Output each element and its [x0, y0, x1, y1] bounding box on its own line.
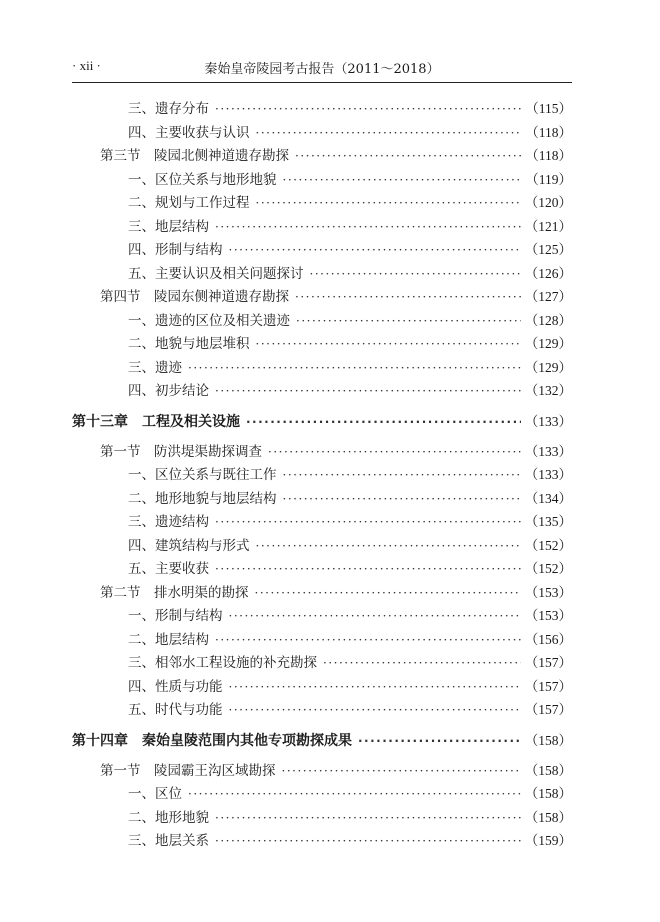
toc-item [128, 465, 572, 485]
toc-item [128, 489, 572, 509]
dot-leader [296, 311, 521, 331]
toc-entry-title: 五、主要认识及相关问题探讨 [128, 265, 304, 282]
dot-leader [323, 653, 521, 673]
toc-entry-title: 第二节 排水明渠的勘探 [100, 584, 249, 601]
dot-leader [215, 512, 521, 532]
toc-entry-title: 第十三章 工程及相关设施 [72, 413, 240, 430]
toc-item [128, 99, 572, 119]
toc-page-number: （158） [524, 762, 572, 778]
toc-page-number: （118） [525, 124, 572, 140]
dot-leader [215, 381, 521, 401]
dot-leader [295, 287, 521, 307]
toc-entry-title: 一、形制与结构 [128, 608, 223, 624]
dot-leader [215, 630, 521, 650]
toc-page-number: （157） [524, 678, 572, 694]
toc-entry-title: 四、建筑结构与形式 [128, 537, 250, 554]
toc-section [100, 287, 572, 307]
toc-section [100, 761, 572, 781]
toc-chapter [72, 412, 572, 432]
toc-page-number: （119） [525, 171, 572, 187]
toc-entry-title: 一、遗迹的区位及相关遗迹 [128, 312, 290, 329]
toc-item [128, 677, 572, 697]
toc-entry-title: 二、地貌与地层堆积 [128, 336, 250, 352]
toc-item [128, 653, 572, 673]
toc-section [100, 146, 572, 166]
toc-entry-title: 一、区位 [128, 786, 182, 802]
dot-leader [215, 831, 521, 851]
toc-entry-title: 四、性质与功能 [128, 678, 223, 695]
toc-page-number: （134） [524, 490, 572, 506]
toc-page-number: （157） [524, 655, 572, 670]
toc-entry-title: 五、时代与功能 [128, 702, 223, 718]
dot-leader [229, 606, 521, 626]
toc-item [128, 808, 572, 828]
toc-entry-title: 第四节 陵园东侧神道遗存勘探 [100, 289, 289, 305]
dot-leader [188, 784, 521, 804]
toc-item [128, 536, 572, 556]
toc-page-number: （127） [524, 289, 572, 304]
toc-page-number: （133） [524, 413, 572, 429]
dot-leader [295, 146, 521, 166]
dot-leader [188, 358, 521, 378]
dot-leader [255, 583, 521, 603]
toc-page-number: （135） [524, 514, 572, 529]
dot-leader [283, 170, 522, 190]
toc-entry-title: 三、遗存分布 [128, 101, 209, 117]
dot-leader [268, 442, 521, 462]
toc-entry-title: 二、地形地貌与地层结构 [128, 490, 277, 507]
toc-page-number: （157） [524, 702, 572, 717]
toc-page-number: （129） [524, 336, 572, 351]
toc-entry-title: 三、遗迹结构 [128, 514, 209, 530]
toc-item [128, 264, 572, 284]
header-rule [72, 82, 572, 83]
toc-page-number: （128） [524, 312, 572, 328]
toc-page-number: （133） [524, 443, 572, 459]
toc-entry-title: 三、相邻水工程设施的补充勘探 [128, 655, 317, 671]
running-title: 秦始皇帝陵园考古报告（2011～2018） [204, 62, 440, 77]
toc-item [128, 123, 572, 143]
dot-leader [246, 412, 521, 432]
toc-page-number: （153） [524, 608, 572, 623]
toc-entry-title: 二、地形地貌 [128, 809, 209, 826]
toc-page-number: （156） [524, 631, 572, 647]
dot-leader [256, 193, 521, 213]
toc-item [128, 240, 572, 260]
toc-item [128, 217, 572, 237]
toc-page-number: （158） [524, 732, 572, 748]
toc-item [128, 358, 572, 378]
toc-entry-title: 四、主要收获与认识 [128, 124, 250, 141]
toc-item [128, 170, 572, 190]
toc-item [128, 606, 572, 626]
toc-item [128, 193, 572, 213]
toc-page-number: （132） [524, 383, 572, 398]
toc-item [128, 700, 572, 720]
toc-page-number: （118） [525, 148, 572, 163]
toc-entry-title: 第十四章 秦始皇陵范围内其他专项勘探成果 [72, 732, 352, 749]
toc-item [128, 831, 572, 851]
toc-item [128, 334, 572, 354]
dot-leader [282, 761, 521, 781]
toc-entry-title: 五、主要收获 [128, 561, 209, 577]
toc-entry-title: 第一节 陵园霸王沟区域勘探 [100, 762, 276, 779]
toc-item [128, 784, 572, 804]
dot-leader [310, 264, 521, 284]
toc-item [128, 381, 572, 401]
toc-page-number: （158） [524, 786, 572, 801]
toc-page-number: （126） [524, 265, 572, 281]
toc-entry-title: 第三节 陵园北侧神道遗存勘探 [100, 148, 289, 164]
toc-page-number: （120） [524, 195, 572, 210]
dot-leader [358, 731, 521, 751]
dot-leader [256, 334, 521, 354]
toc-entry-title: 第一节 防洪堤渠勘探调查 [100, 443, 262, 460]
toc-page-number: （153） [524, 584, 572, 600]
toc-item [128, 559, 572, 579]
dot-leader [215, 99, 521, 119]
dot-leader [229, 677, 521, 697]
toc-chapter [72, 731, 572, 751]
toc-section [100, 583, 572, 603]
toc-page-number: （152） [524, 561, 572, 576]
page-number: · xii · [72, 58, 101, 73]
dot-leader [283, 465, 521, 485]
toc-item [128, 630, 572, 650]
dot-leader [283, 489, 521, 509]
toc-page-number: （125） [524, 242, 572, 257]
dot-leader [215, 217, 521, 237]
toc-entry-title: 二、地层结构 [128, 631, 209, 648]
toc-page-number: （152） [524, 537, 572, 553]
dot-leader [256, 123, 522, 143]
dot-leader [229, 240, 521, 260]
toc-section [100, 442, 572, 462]
toc-entry-title: 四、形制与结构 [128, 242, 223, 258]
toc-entry-title: 三、地层结构 [128, 218, 209, 235]
toc-item [128, 512, 572, 532]
toc-entry-title: 一、区位关系与既往工作 [128, 467, 277, 483]
toc-page-number: （115） [525, 101, 572, 116]
dot-leader [256, 536, 521, 556]
page-header [72, 58, 572, 80]
toc-entry-title: 三、地层关系 [128, 833, 209, 849]
dot-leader [215, 559, 521, 579]
toc-page-number: （121） [524, 218, 572, 234]
toc-entry-title: 二、规划与工作过程 [128, 195, 250, 211]
toc-entry-title: 一、区位关系与地形地貌 [128, 171, 277, 188]
toc-item [128, 311, 572, 331]
toc-entry-title: 三、遗迹 [128, 359, 182, 376]
dot-leader [215, 808, 521, 828]
toc-page-number: （133） [524, 467, 572, 482]
toc-page-number: （129） [524, 359, 572, 375]
toc-entry-title: 四、初步结论 [128, 383, 209, 399]
toc-page-number: （158） [524, 809, 572, 825]
toc-page-number: （159） [524, 833, 572, 848]
dot-leader [229, 700, 521, 720]
